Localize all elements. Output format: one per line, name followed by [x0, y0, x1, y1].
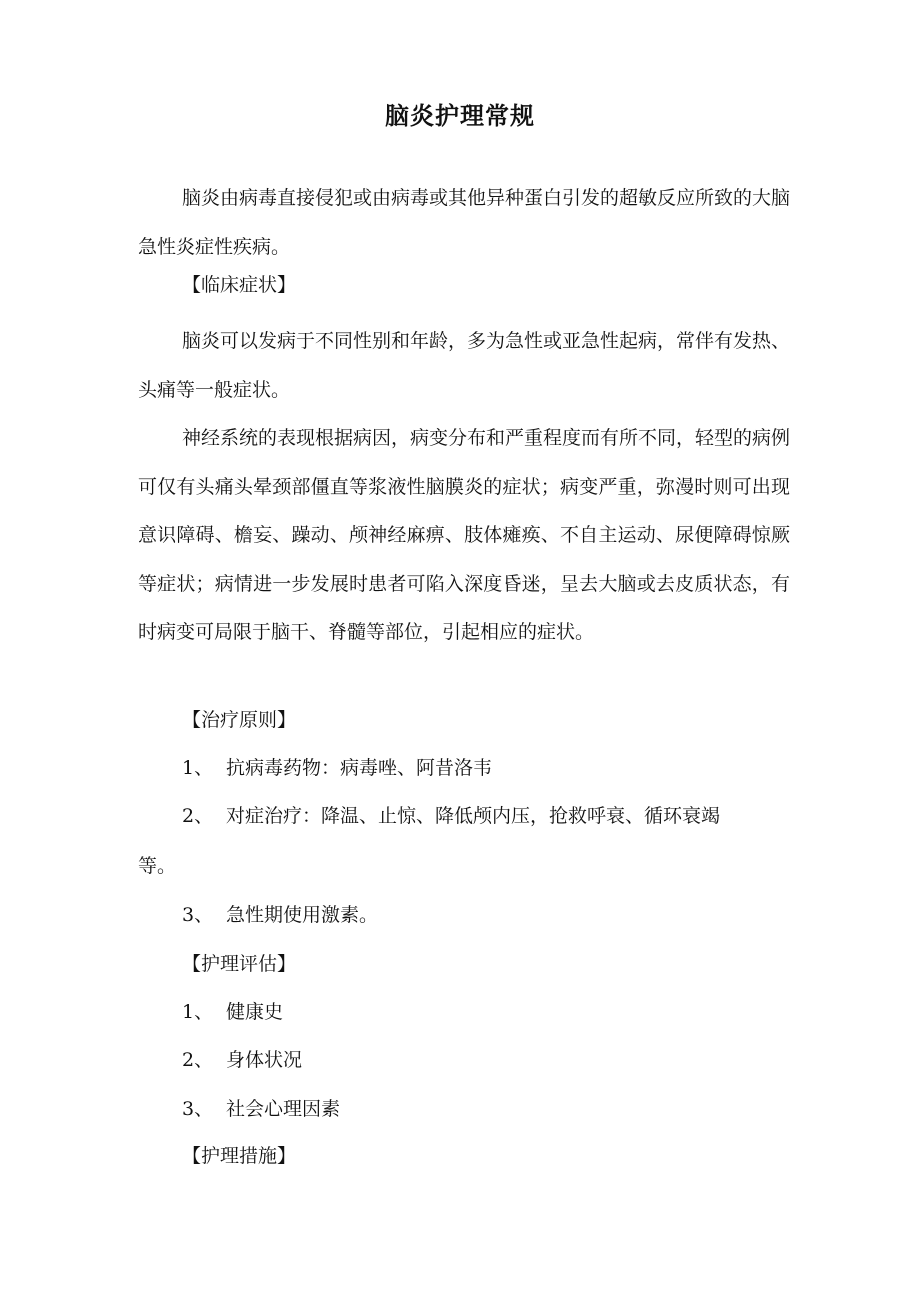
- list-item-number: 1、: [182, 1001, 214, 1023]
- list-item-text: 健康史: [226, 1001, 284, 1023]
- list-item-number: 2、: [182, 805, 214, 827]
- page-title: 脑炎护理常规: [385, 102, 535, 130]
- section-heading-clinical: 【临床症状】: [182, 274, 297, 296]
- section-heading-assessment: 【护理评估】: [182, 953, 297, 975]
- list-item-number: 1、: [182, 757, 214, 779]
- clinical-paragraph-1: 脑炎可以发病于不同性别和年龄，多为急性或亚急性起病，常伴有发热、头痛等一般症状。: [138, 330, 791, 401]
- list-item: [182, 754, 492, 782]
- section-heading-measures: 【护理措施】: [182, 1145, 297, 1167]
- list-item: [182, 901, 378, 929]
- list-item-number: 3、: [182, 1098, 214, 1120]
- list-item-text: 对症治疗：降温、止惊、降低颅内压，抢救呼衰、循环衰竭: [226, 805, 721, 827]
- list-item: [182, 802, 720, 830]
- list-item-number: 2、: [182, 1049, 214, 1071]
- list-item: [182, 1095, 340, 1123]
- list-item: [182, 1046, 302, 1074]
- list-item-number: 3、: [182, 904, 214, 926]
- list-item-continuation: 等。: [138, 855, 177, 877]
- list-item-text: 社会心理因素: [226, 1098, 341, 1120]
- clinical-paragraph-2: 神经系统的表现根据病因，病变分布和严重程度而有所不同，轻型的病例可仅有头痛头晕颈部僵直等浆液性脑膜炎的症状；病变严重，弥漫时则可出现意识障碍、檐妄、躁动、颅神经麻痹、肢体瘫痪、不自主运动、尿便障碍惊厥等症状；病情进一步发展时患者可陷入深度昏迷，呈去大脑或去皮质状态，有时病变可局限于脑干、脊髓等部位，引起相应的症状。: [138, 427, 791, 643]
- intro-paragraph: 脑炎由病毒直接侵犯或由病毒或其他异种蛋白引发的超敏反应所致的大脑急性炎症性疾病。: [138, 187, 791, 258]
- list-item-text: 身体状况: [226, 1049, 303, 1071]
- list-item-text: 抗病毒药物：病毒唑、阿昔洛韦: [226, 757, 493, 779]
- list-item: [182, 998, 283, 1026]
- list-item-text: 急性期使用激素。: [226, 904, 379, 926]
- section-heading-treatment: 【治疗原则】: [182, 709, 297, 731]
